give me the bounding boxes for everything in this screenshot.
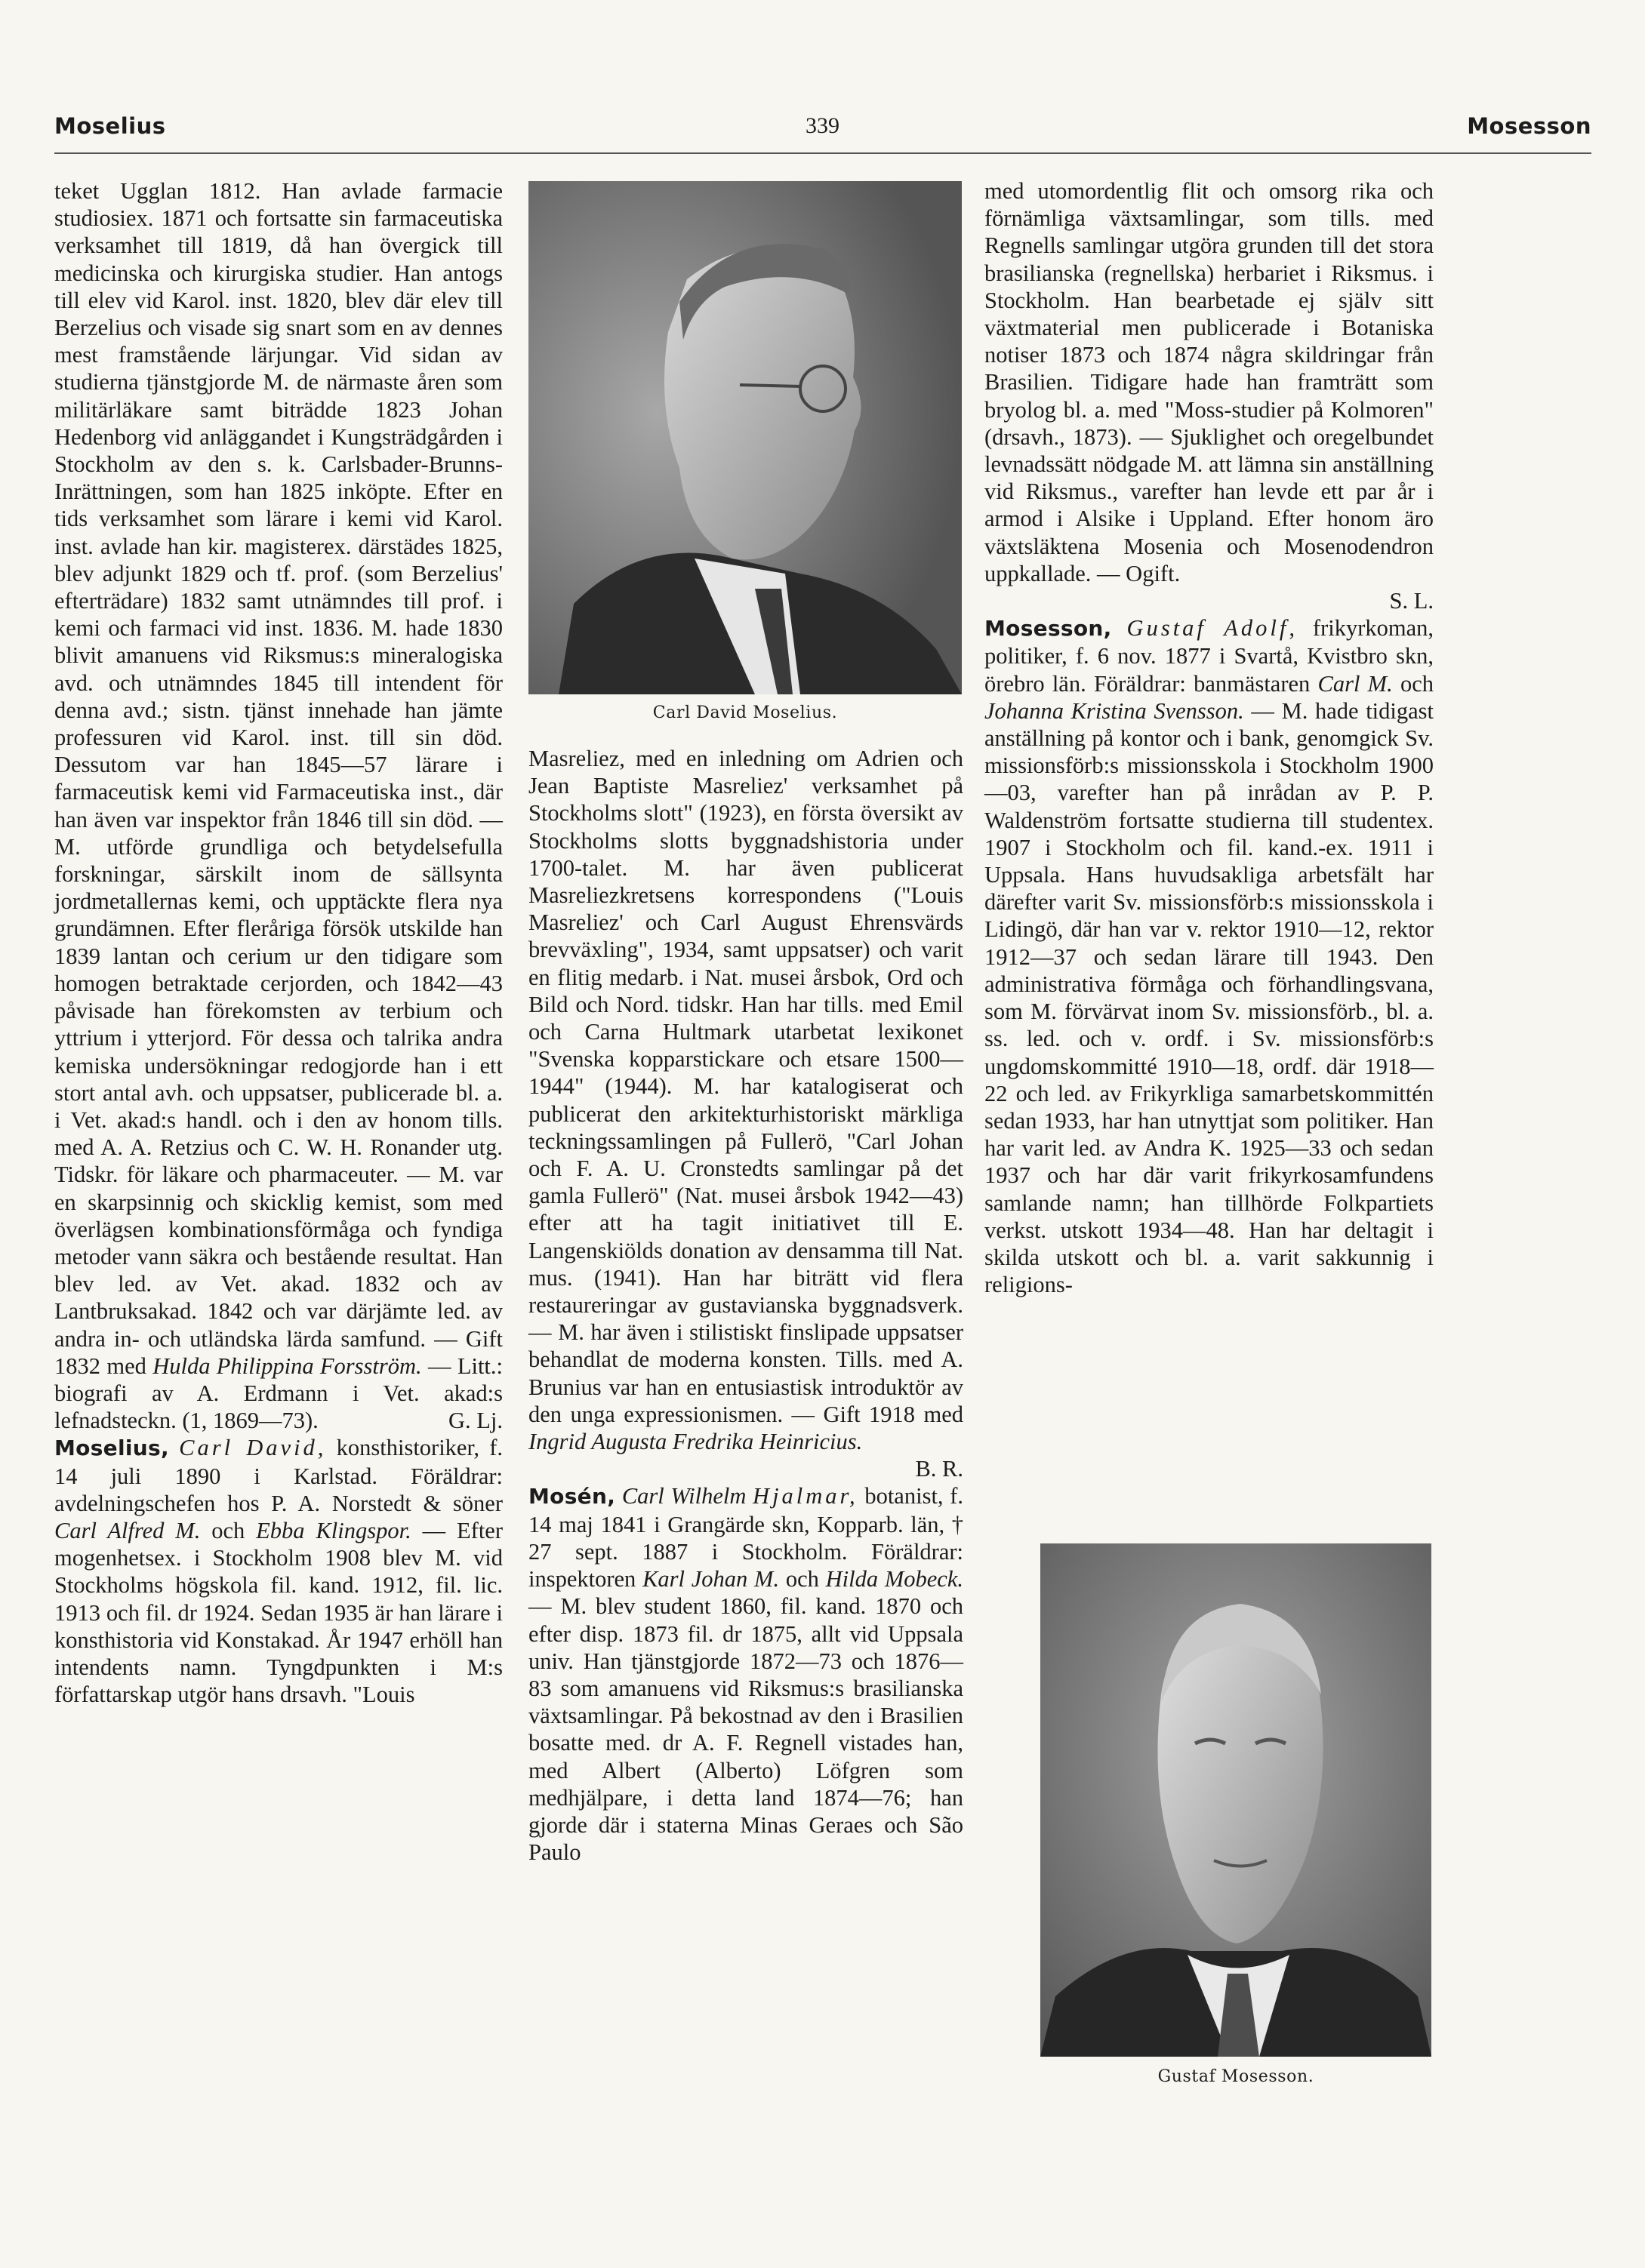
portrait-caption: Gustaf Mosesson. <box>1157 2067 1314 2086</box>
header-rule <box>54 152 1591 154</box>
body-text: teket Ugglan 1812. Han avlade farmacie studiosiex. 1871 och fortsatte sin farmaceutiska verksamhet till 1819, då han övergick till medicinska och kirurgiska studier. Han antogs till elev vid Karol. inst. 1820, blev där elev till Berzelius och visade sig snart som en av dennes mest framstående lärjungar. Vid sidan av studierna tjänstgjorde M. de närmaste åren som militärläkare samt biträdde 1823 Johan Hedenborg vid anläggandet i Kungsträdgården i Stockholm av den s. k. Carlsbader-Brunns-Inrättningen, som han 1825 inköpte. Efter en tids verksamhet som lärare i kemi vid Karol. inst. avlade han kir. magisterex. därstädes 1825, blev adjunkt 1829 och tf. prof. (som Berzelius' efterträdare) 1832 samt utnämndes till prof. i kemi och farmaci vid inst. 1836. M. hade 1830 blivit amanuens vid Riksmus:s mineralogiska avd. och utnämndes 1845 till intendent för denna avd.; sistn. tjänst innehade han jämte professuren vid Karol. inst. till sin död. Dessutom var han 1845—57 lärare i farmaceutisk kemi vid Farmaceutiska inst., där han även var inspektor från 1846 till sin död. — M. utförde grundliga och betydelsefulla forskningar, särskilt inom de sällsynta jordmetallernas kemi, och upptäckte flera nya grundämnen. Efter fleråriga försök utskilde han 1839 lantan och cerium ur den tidigare som homogen betraktade cerjorden, och 1842—43 påvisade han förekomsten av terbium och yttrium i ytterjord. För dessa och talrika andra kemiska undersökningar redogjorde han i ett stort antal avh. och uppsatser, publicerade bl. a. i Vet. akad:s handl. och i den av honom tills. med A. A. Retzius och C. W. H. Ronander utg. Tidskr. för läkare och pharmaceuter. — M. var en skarpsinnig och skicklig kemist, som med överlägsen kombinationsförmåga och fyndiga metoder vann säkra och bestående resultat. Han blev led. av Vet. akad. 1832 och av Lantbruksakad. 1842 och var därjämte led. av andra in- och utländska lärda samfund. — Gift 1832 med <box>54 178 503 1379</box>
entry-mosen <box>528 1482 963 1866</box>
author-signature: G. Lj. <box>448 1408 503 1434</box>
paragraph <box>984 177 1434 587</box>
portrait-caption: Carl David Moselius. <box>652 703 838 722</box>
portrait-image <box>1040 1543 1431 2057</box>
running-head-right: Mosesson <box>1467 113 1591 139</box>
paragraph <box>528 745 963 1455</box>
entry-headword: Moselius, <box>54 1436 169 1461</box>
body-text: konsthistoriker, f. 14 juli 1890 i Karlstad. Föräldrar: avdelningschefen hos P. A. Norstedt & söner <box>54 1435 504 1516</box>
body-text: och <box>779 1566 826 1593</box>
body-text: — Litt.: biografi av A. Erdmann i Vet. akad:s lefnadsteckn. (1, 1869—73). <box>54 1352 503 1434</box>
entry-mosesson <box>984 614 1434 1298</box>
father-name: Carl M. <box>1317 670 1393 697</box>
portrait-carl-david-moselius <box>528 181 962 694</box>
column-1 <box>54 177 503 1708</box>
running-head-left: Moselius <box>54 113 166 139</box>
body-text: och <box>1392 670 1434 697</box>
page-number: 339 <box>806 113 839 138</box>
body-text: Masreliez, med en inledning om Adrien och Jean Baptiste Masreliez' verksamhet på Stockholms slott" (1923), en första översikt av Stockholms slotts byggnadshistoria under 1700-talet. M. har även publicerat Masreliezkretsens korrespondens ("Louis Masreliez' och Carl August Ehrensvärds brevväxling", 1934, samt uppsatser) och varit en flitig medarb. i Nat. musei årsbok, Ord och Bild och Nord. tidskr. Han har tills. med Emil och Carna Hultmark utarbetat lexikonet "Svenska kopparstickare och etsare 1500—1944" (1944). M. har katalogiserat och publicerat den arkitekturhistoriskt märkliga teckningssamlingen på Fullerö, "Carl Johan och F. A. U. Cronstedts samlingar på det gamla Fullerö" (Nat. musei årsbok 1942—43) efter att ha tagit initiativet till E. Langenskiölds donation av densamma till Nat. mus. (1941). Han har biträtt vid flera restaureringar av gustavianska byggnadsverk. — M. har även i stilistiskt finslipade uppsatser behandlat de moderna konsten. Tills. med A. Brunius var han en entusiastisk introduktör av den unga expressionismen. — Gift 1918 med <box>528 746 963 1427</box>
spouse-name: Ingrid Augusta Fredrika Heinricius. <box>528 1429 863 1455</box>
paragraph <box>54 177 503 1434</box>
body-text: och <box>200 1517 257 1543</box>
body-text: botanist, f. 14 maj 1841 i Grangärde skn, Kopparb. län, † 27 sept. 1887 i Stockholm. Föräldrar: inspektoren <box>528 1483 963 1593</box>
author-signature: S. L. <box>1389 588 1434 614</box>
entry-headword: Mosén, <box>528 1484 616 1509</box>
body-text: — Efter mogenhetsex. i Stockholm 1908 blev M. vid Stockholms högskola fil. kand. 1912, fil. lic. 1913 och fil. dr 1924. Sedan 1935 är han lärare i konsthistoria vid Konstakad. År 1947 erhöll han intendents namn. Tyngdpunkten i M:s författarskap utgör hans drsavh. "Louis <box>54 1517 503 1708</box>
body-text: — M. blev student 1860, fil. kand. 1870 och efter disp. 1873 fil. dr 1875, allt vid Uppsala univ. Han tjänstgjorde 1872—73 och 1876—83 som amanuens vid Riksmus:s brasilianska växtsamlingar. På bekostnad av den i Brasilien bosatte med. dr A. F. Regnell vistades han, med Albert (Alberto) Löfgren som medhjälpare, i detta land 1874—76; han gjorde där i staterna Minas Geraes och São Paulo <box>528 1593 963 1866</box>
entry-given-name: Carl Wilhelm <box>621 1483 753 1509</box>
entry-given-name: Carl David, <box>179 1435 327 1461</box>
mother-name: Johanna Kristina Svensson. <box>984 697 1244 724</box>
author-signature: B. R. <box>915 1456 963 1482</box>
mother-name: Hilda Mobeck. <box>825 1566 963 1593</box>
column-3 <box>984 177 1434 1298</box>
entry-moselius <box>54 1434 503 1708</box>
body-text: med utomordentlig flit och omsorg rika och förnämliga växtsamlingar, som tills. med Regnells samlingar utgöra grunden till det stora brasilianska (regnellska) herbariet i Riksmus. i Stockholm. Han bearbetade ej själv sitt växtmaterial men publicerade i Botaniska notiser 1873 och 1874 några skildringar från Brasilien. Tidigare hade han framträtt som bryolog bl. a. med "Moss-studier på Kolmoren" (drsavh., 1873). — Sjuklighet och oregelbundet levnadssätt nödgade M. att lämna sin anställning vid Riksmus., varefter han levde ett par år i armod i Alsike i Uppland. Efter honom äro växtsläktena Mosenia och Mosenodendron uppkallade. — Ogift. <box>984 178 1434 586</box>
body-text: frikyrkoman, politiker, f. 6 nov. 1877 i Svartå, Kvistbro skn, örebro län. Föräldrar: banmästaren <box>984 615 1434 697</box>
entry-given-name: Gustaf Adolf, <box>1126 615 1298 642</box>
entry-call-name: Hjalmar, <box>753 1483 858 1509</box>
entry-headword: Mosesson, <box>984 616 1112 642</box>
body-text: — M. hade tidigast anställning på kontor och i bank, genomgick Sv. missionsförb:s missionsskola i Stockholm 1900—03, varefter han på inrådan av P. P. Waldenström fortsatte studierna till studentex. 1907 i Stockholm och fil. kand.-ex. 1911 i Uppsala. Hans huvudsakliga arbetsfält har därefter varit Sv. missionsförb:s missionsskola i Lidingö, där han var v. rektor 1910—12, rektor 1912—37 och sedan lärare till 1943. Den administrativa förmåga och förhandlingsvana, som M. förvärvat inom Sv. missionsförb., bl. a. ss. led. och v. ordf. i Sv. missionsförb:s ungdomskommitté 1910—18, ordf. där 1918—22 och led. av Frikyrkliga samarbetskommittén sedan 1933, har han utnyttjat som politiker. Han har varit led. av Andra K. 1925—33 och sedan 1937 och har där varit frikyrkosamfundens samlande namn; han tillhörde Folkpartiets verkst. utskott 1934—48. Han har deltagit i skilda utskott och bl. a. varit sakkunnig i religions- <box>984 697 1434 1298</box>
portrait-image <box>528 181 962 694</box>
column-2 <box>528 745 963 1866</box>
mother-name: Ebba Klingspor. <box>256 1517 411 1543</box>
spouse-name: Hulda Philippina Forsström. <box>152 1352 422 1379</box>
father-name: Carl Alfred M. <box>54 1517 201 1543</box>
father-name: Karl Johan M. <box>642 1566 780 1593</box>
portrait-gustaf-mosesson <box>1040 1543 1431 2057</box>
